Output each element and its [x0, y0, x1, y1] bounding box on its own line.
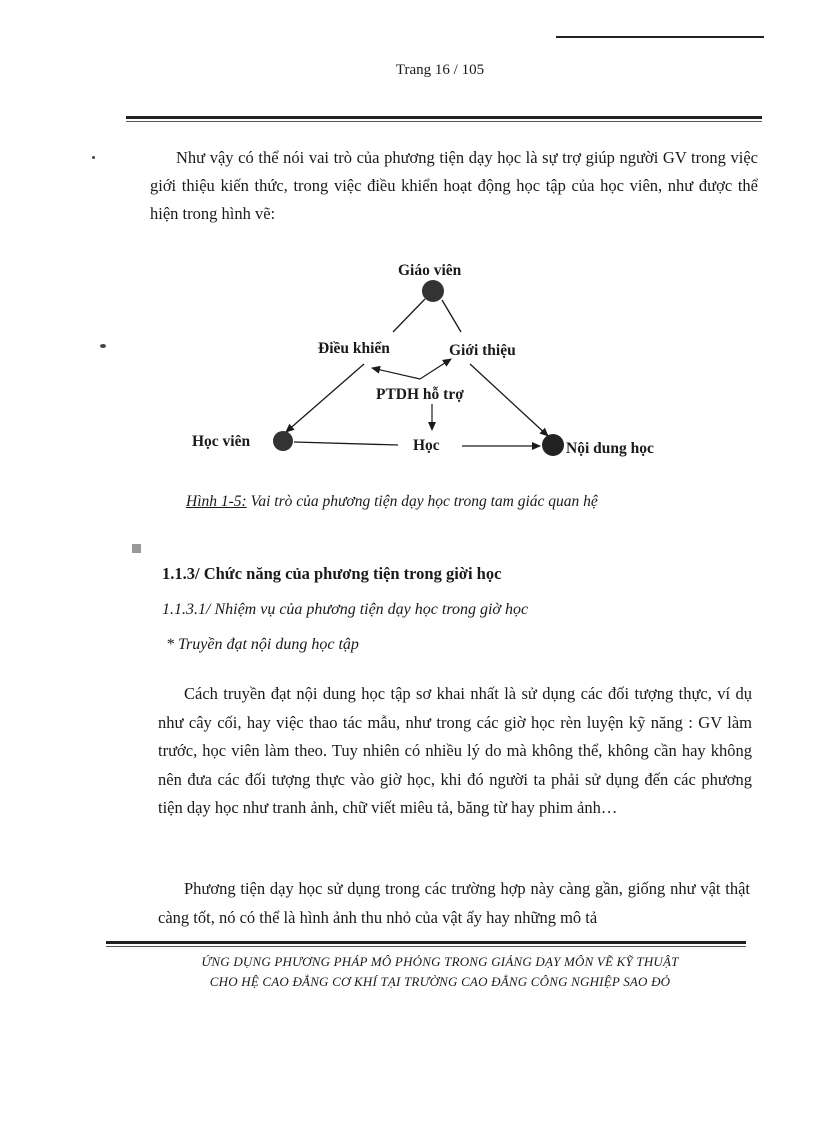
teacher-to-control-edge [393, 299, 425, 332]
footer-rule [106, 941, 746, 944]
footer-line-2: CHO HỆ CAO ĐẲNG CƠ KHÍ TẠI TRƯỜNG CAO ĐẲNG CÔNG NGHIỆP SAO ĐỎ [209, 974, 671, 989]
section-subheading: 1.1.3.1/ Nhiệm vụ của phương tiện dạy học trong giờ học [162, 601, 529, 618]
footer-line-1: ỨNG DỤNG PHƯƠNG PHÁP MÔ PHỎNG TRONG GIẢNG DẠY MÔN VẼ KỸ THUẬT [201, 954, 679, 969]
header-rule [126, 116, 762, 119]
control-to-learner-arrow [286, 364, 364, 432]
introduce-to-content-arrow [470, 364, 548, 436]
control-label: Điều khiển [318, 340, 390, 357]
content-node [542, 434, 564, 456]
figure-caption-label: Hình 1-5: [186, 493, 247, 510]
bullet-heading: * Truyền đạt nội dung học tập [166, 636, 359, 653]
learn-label: Học [413, 437, 440, 454]
introduce-label: Giới thiệu [449, 342, 516, 359]
scan-speck [132, 544, 141, 553]
figure-caption-text: Vai trò của phương tiện dạy học trong tam giác quan hệ [246, 493, 598, 510]
scan-speck [92, 156, 95, 159]
footer-title [140, 952, 740, 992]
footer-rule-thin [106, 946, 746, 947]
learner-label: Học viên [192, 433, 251, 450]
learner-node [273, 431, 293, 451]
teacher-node [422, 280, 444, 302]
support-to-introduce-arrow [420, 359, 451, 379]
teacher-to-introduce-edge [442, 300, 461, 332]
intro-paragraph: Như vậy có thể nói vai trò của phương tiện dạy học là sự trợ giúp người GV trong việc giới thiệu kiến thức, trong việc điều khiển hoạt động học tập của học viên, như được thể hiện trong hình vẽ: [150, 148, 758, 223]
learner-to-learn-edge [294, 442, 398, 445]
top-edge-rule [556, 36, 764, 38]
header-rule-thin [126, 121, 762, 122]
figure-caption [186, 493, 598, 511]
page-number: Trang 16 / 105 [395, 62, 485, 78]
content-label: Nội dung học [566, 440, 654, 457]
teaching-triangle-diagram [180, 252, 700, 472]
media-support-label: PTDH hỗ trợ [376, 386, 464, 403]
section-heading: 1.1.3/ Chức năng của phương tiện trong giời học [162, 564, 502, 583]
teacher-label: Giáo viên [398, 262, 462, 279]
body-paragraph-1: Cách truyền đạt nội dung học tập sơ khai nhất là sử dụng các đối tượng thực, ví dụ như cây cối, hay việc thao tác mẫu, như trong các giờ học rèn luyện kỹ năng : GV làm trước, học viên làm theo. Tuy nhiên có nhiều lý do mà không thể, không cần hay không nên đưa các đối tượng thực vào giờ học, khi đó người ta phải sử dụng đến các phương tiện dạy học như tranh ảnh, chữ viết miêu tả, băng từ hay phim ảnh… [158, 684, 752, 817]
support-to-control-arrow [372, 368, 420, 379]
scan-speck [100, 344, 106, 348]
body-paragraph-2: Phương tiện dạy học sử dụng trong các trường hợp này càng gần, giống như vật thật càng tốt, nó có thể là hình ảnh thu nhỏ của vật ấy hay những mô tả [158, 879, 750, 927]
